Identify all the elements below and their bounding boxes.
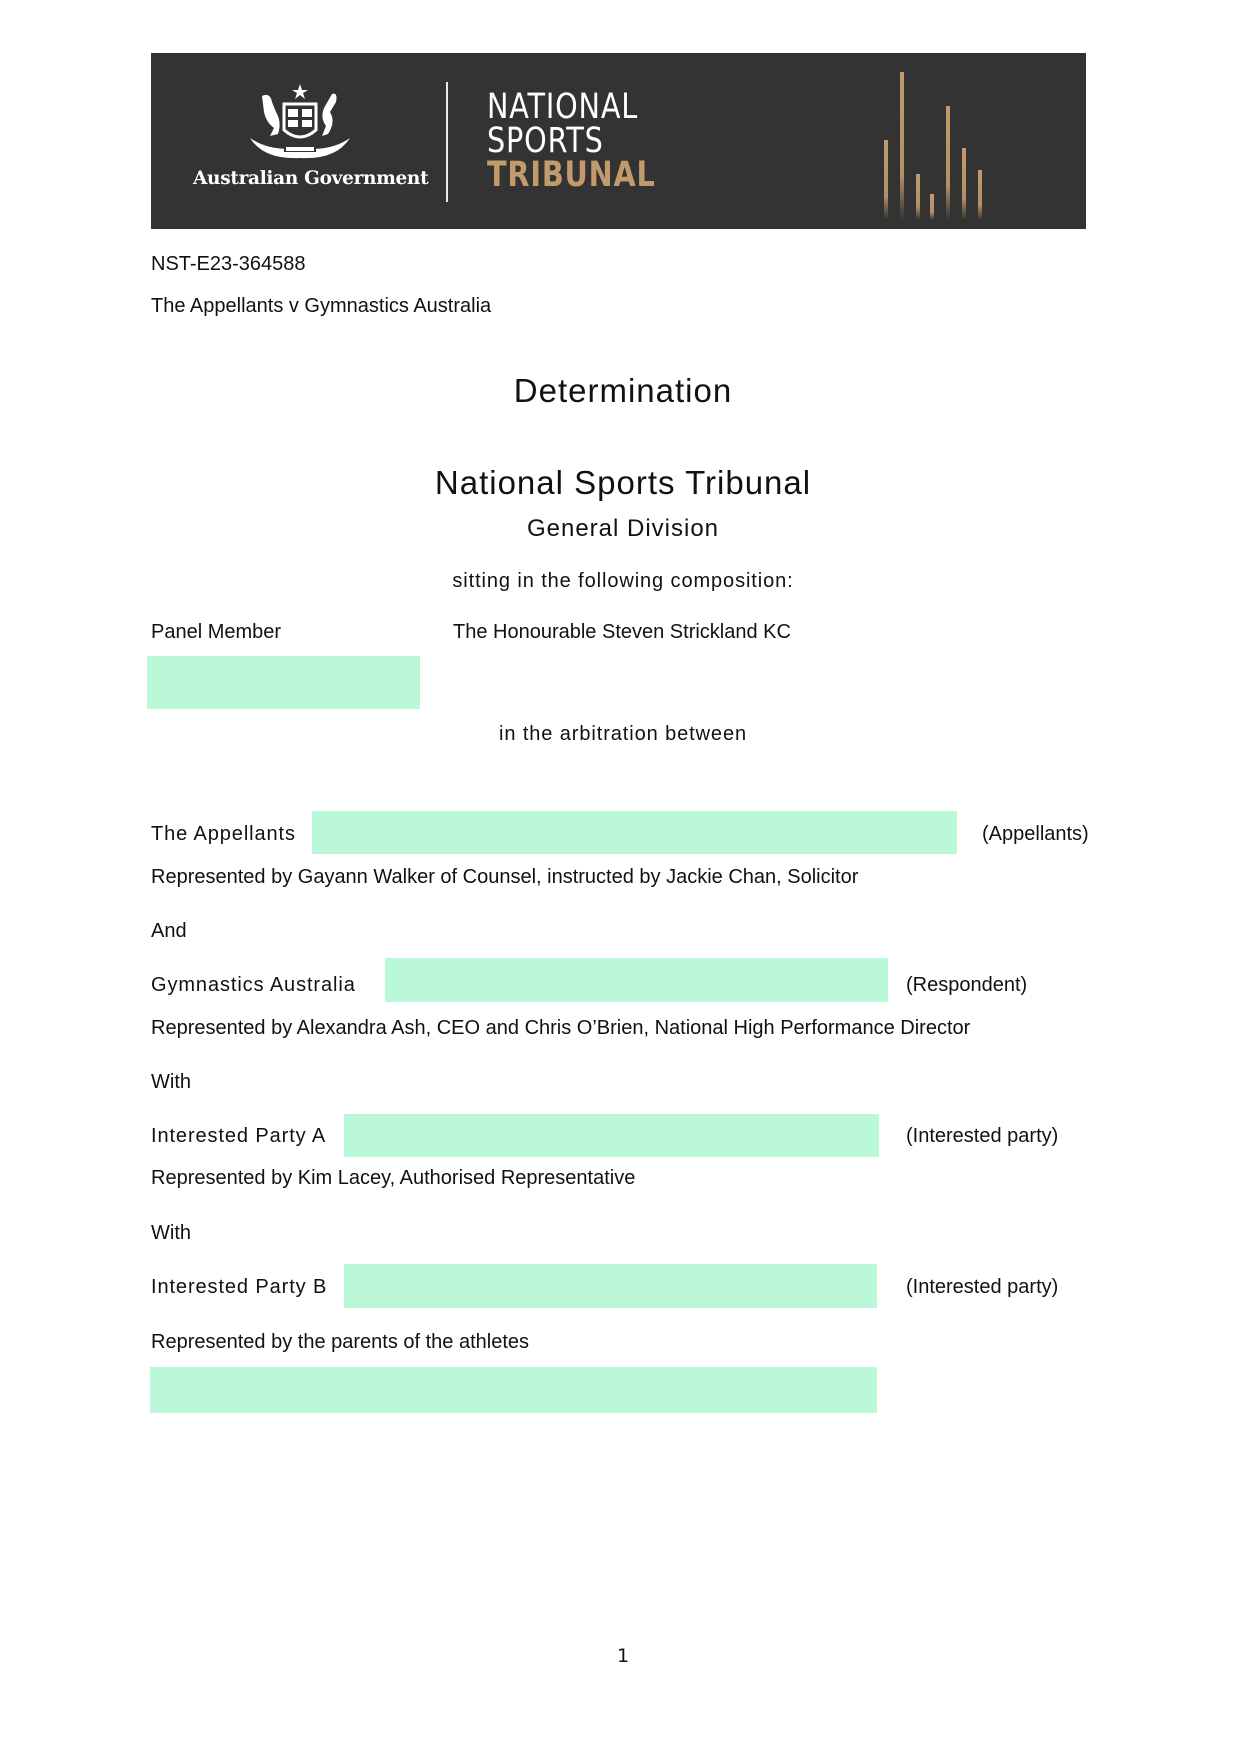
coat-of-arms-icon — [240, 82, 360, 172]
division-name: General Division — [526, 515, 720, 542]
redaction-block — [344, 1114, 879, 1157]
party-connector: With — [151, 1222, 191, 1244]
redaction-block — [385, 958, 888, 1002]
redaction-block — [150, 1367, 877, 1413]
panel-member-name: The Honourable Steven Strickland KC — [453, 621, 791, 643]
redaction-block — [147, 656, 420, 709]
panel-member-label: Panel Member — [151, 621, 282, 643]
party-name: Gymnastics Australia — [151, 974, 356, 996]
logo-line-tribunal: TRIBUNAL — [487, 155, 656, 195]
case-number: NST-E23-364588 — [151, 253, 306, 275]
gold-bars-graphic — [880, 70, 995, 220]
document-title: Determination — [513, 372, 733, 409]
composition-intro: sitting in the following composition: — [452, 570, 794, 592]
party-role: (Appellants) — [982, 823, 1089, 845]
page-number: 1 — [616, 1645, 630, 1667]
australian-government-text: Australian Government — [193, 168, 429, 189]
party-name: Interested Party B — [151, 1276, 328, 1298]
redaction-block — [312, 811, 957, 854]
party-representation: Represented by the parents of the athletes — [151, 1331, 530, 1353]
case-title: The Appellants v Gymnastics Australia — [151, 295, 492, 317]
party-connector: And — [151, 920, 187, 942]
party-representation: Represented by Kim Lacey, Authorised Representative — [151, 1167, 636, 1189]
logo-line-national: NATIONAL — [487, 87, 639, 127]
arbitration-intro: in the arbitration between — [499, 723, 747, 745]
redaction-block — [344, 1264, 877, 1308]
party-role: (Interested party) — [906, 1276, 1059, 1298]
party-role: (Respondent) — [906, 974, 1028, 996]
party-representation: Represented by Alexandra Ash, CEO and Chris O’Brien, National High Performance Director — [151, 1017, 971, 1039]
logo-line-sports: SPORTS — [487, 121, 604, 161]
tribunal-name: National Sports Tribunal — [434, 464, 812, 501]
party-representation: Represented by Gayann Walker of Counsel, instructed by Jackie Chan, Solicitor — [151, 866, 859, 888]
party-name: The Appellants — [151, 823, 296, 845]
party-name: Interested Party A — [151, 1125, 327, 1147]
party-role: (Interested party) — [906, 1125, 1059, 1147]
party-connector: With — [151, 1071, 191, 1093]
banner-divider — [446, 82, 448, 202]
